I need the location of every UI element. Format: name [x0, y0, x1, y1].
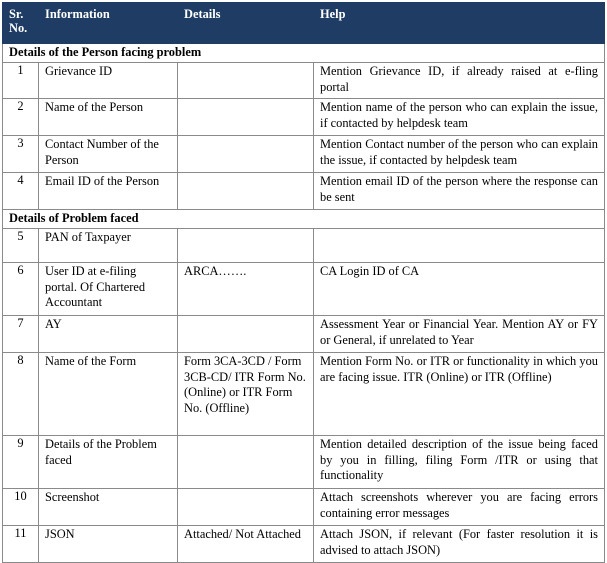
section-header-problem: [3, 210, 605, 229]
row-number: 7: [3, 316, 39, 353]
row-number: 9: [3, 436, 39, 489]
row-number: 10: [3, 489, 39, 526]
row-details: Attached/ Not Attached: [178, 526, 314, 563]
header-information: Information: [39, 3, 178, 44]
row-details: [178, 489, 314, 526]
row-information: JSON: [39, 526, 178, 563]
section-title: Details of Problem faced: [3, 210, 605, 229]
row-help: Attach screenshots wherever you are facing errors containing error messages: [314, 489, 605, 526]
row-information: Screenshot: [39, 489, 178, 526]
section-title: Details of the Person facing problem: [3, 44, 605, 63]
header-details: Details: [178, 3, 314, 44]
header-help: Help: [314, 3, 605, 44]
row-help: Mention name of the person who can explain the issue, if contacted by helpdesk team: [314, 99, 605, 136]
row-help: Assessment Year or Financial Year. Mention AY or FY or General, if unrelated to Year: [314, 316, 605, 353]
row-help: Mention email ID of the person where the response can be sent: [314, 173, 605, 210]
row-number: 2: [3, 99, 39, 136]
row-details: [178, 436, 314, 489]
row-details: [178, 99, 314, 136]
row-help: [314, 229, 605, 263]
row-details: [178, 316, 314, 353]
row-number: 6: [3, 263, 39, 316]
row-details: [178, 229, 314, 263]
row-help: Mention detailed description of the issue being faced by you in filling, filing Form /ITR or using that functionality: [314, 436, 605, 489]
section-header-person: [3, 44, 605, 63]
table-row: [3, 489, 605, 526]
row-details: Form 3CA-3CD / Form 3CB-CD/ ITR Form No. (Online) or ITR Form No. (Offline): [178, 353, 314, 436]
row-information: Details of the Problem faced: [39, 436, 178, 489]
row-number: 4: [3, 173, 39, 210]
row-number: 8: [3, 353, 39, 436]
row-details: ARCA…….: [178, 263, 314, 316]
row-number: 1: [3, 63, 39, 99]
row-information: Email ID of the Person: [39, 173, 178, 210]
row-help: Mention Form No. or ITR or functionality in which you are facing issue. ITR (Online) or ITR (Offline): [314, 353, 605, 436]
row-information: Grievance ID: [39, 63, 178, 99]
grievance-form-table: [2, 2, 605, 563]
row-help: CA Login ID of CA: [314, 263, 605, 316]
row-number: 11: [3, 526, 39, 563]
row-information: Contact Number of the Person: [39, 136, 178, 173]
table-row: [3, 436, 605, 489]
table-row: [3, 316, 605, 353]
table-row: [3, 136, 605, 173]
row-help: Mention Contact number of the person who can explain the issue, if contacted by helpdesk team: [314, 136, 605, 173]
row-information: PAN of Taxpayer: [39, 229, 178, 263]
table-row: [3, 353, 605, 436]
row-information: Name of the Form: [39, 353, 178, 436]
table-row: [3, 229, 605, 263]
row-help: Mention Grievance ID, if already raised at e-fling portal: [314, 63, 605, 99]
table-row: [3, 99, 605, 136]
row-help: Attach JSON, if relevant (For faster resolution it is advised to attach JSON): [314, 526, 605, 563]
table-row: [3, 263, 605, 316]
table-header-row: [3, 3, 605, 44]
row-details: [178, 173, 314, 210]
row-details: [178, 136, 314, 173]
header-sr-no: Sr. No.: [3, 3, 39, 44]
table-row: [3, 173, 605, 210]
row-information: User ID at e-filing portal. Of Chartered Accountant: [39, 263, 178, 316]
row-information: Name of the Person: [39, 99, 178, 136]
row-details: [178, 63, 314, 99]
row-number: 3: [3, 136, 39, 173]
row-information: AY: [39, 316, 178, 353]
table-row: [3, 63, 605, 99]
row-number: 5: [3, 229, 39, 263]
